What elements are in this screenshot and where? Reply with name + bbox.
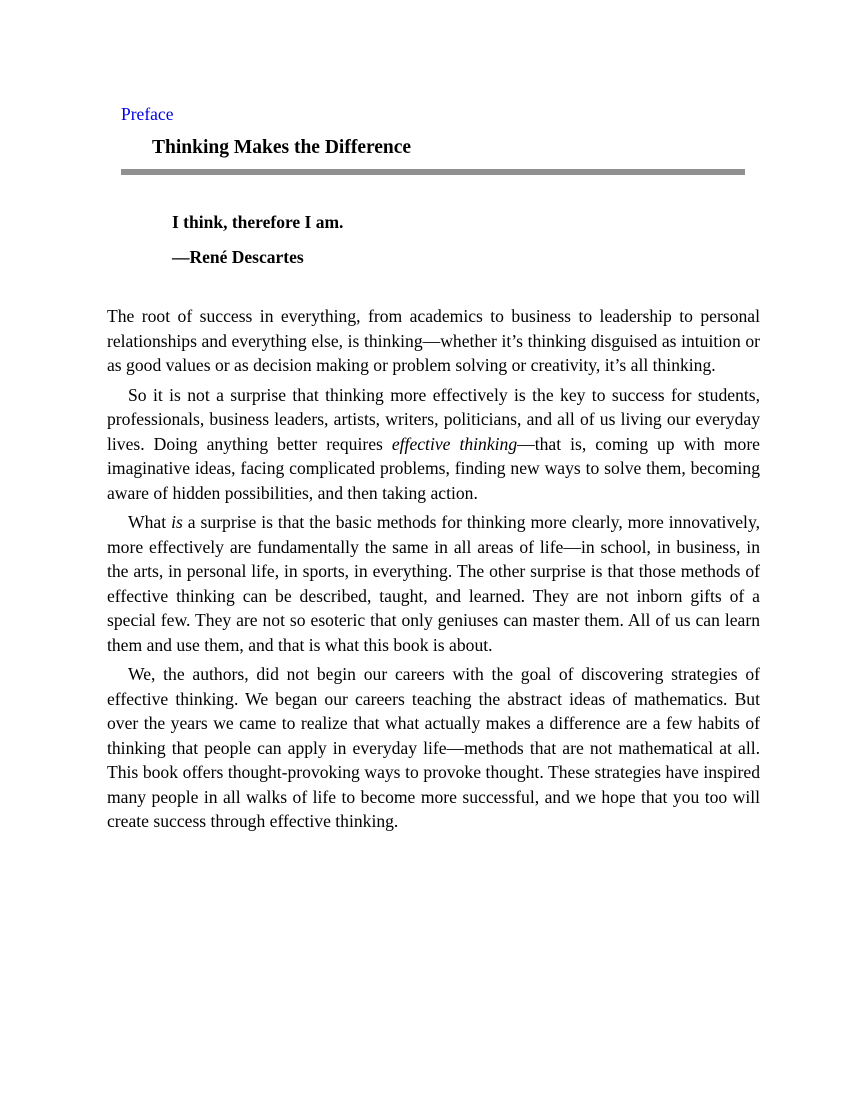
epigraph-quote: I think, therefore I am. (172, 212, 344, 232)
epigraph-attribution: —René Descartes (172, 247, 304, 267)
paragraph-text: a surprise is that the basic methods for thinking more clearly, more innovatively, more effectively are fundamentally the same in all areas of life—in school, in business, in the arts, in personal life, in sports, in everything. The other surprise is that those methods of effective thinking can be described, taught, and learned. They are not inborn gifts of a special few. They are not so esoteric that only geniuses can master them. All of us can learn them and use them, and that is what this book is about. (107, 512, 760, 655)
body-paragraph (107, 510, 760, 657)
paragraph-text: What (128, 512, 172, 532)
preface-link[interactable]: Preface (121, 104, 174, 124)
header-rule (121, 169, 745, 175)
body-paragraph (107, 383, 760, 506)
chapter-header (121, 104, 760, 175)
paragraph-text: The root of success in everything, from academics to business to leadership to personal relationships and everything else, is thinking—whether it’s thinking disguised as intuition or as good values or as decision making or problem solving or creativity, it’s all thinking. (107, 306, 760, 375)
italic-text: effective thinking (391, 433, 518, 454)
paragraph-text: —that is, coming up with more imaginative ideas, facing complicated problems, finding new ways to solve them, becoming aware of hidden possibilities, and then taking action. (107, 433, 760, 503)
chapter-title: Thinking Makes the Difference (152, 137, 412, 158)
body-text (107, 304, 760, 834)
body-paragraph (107, 304, 760, 378)
italic-text: is (171, 512, 183, 532)
body-paragraph (107, 662, 760, 834)
paragraph-text: We, the authors, did not begin our careers with the goal of discovering strategies of effective thinking. We began our careers teaching the abstract ideas of mathematics. But over the years we came to realize that what actually makes a difference are a few habits of thinking that people can apply in everyday life—methods that are not mathematical at all. This book offers thought-provoking ways to provoke thought. These strategies have inspired many people in all walks of life to become more successful, and we hope that you too will create success through effective thinking. (107, 664, 760, 831)
epigraph (172, 211, 760, 268)
paragraph-text: So it is not a surprise that thinking more effectively is the key to success for students, professionals, business leaders, artists, writers, politicians, and all of us living our everyday lives. Doing anything better requires (107, 384, 760, 454)
